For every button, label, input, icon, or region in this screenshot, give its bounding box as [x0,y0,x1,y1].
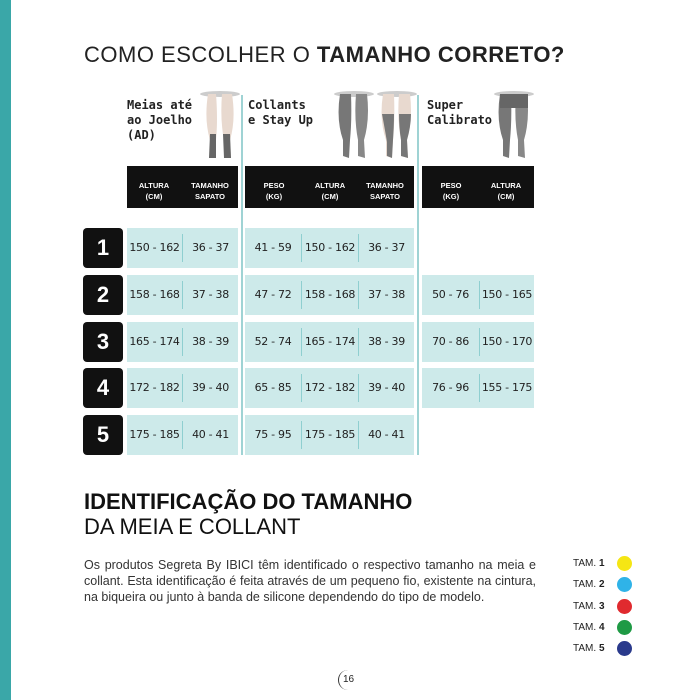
group-label-calibrato: Super Calibrato [427,98,493,127]
table-row: 47 - 72 158 - 168 37 - 38 [245,275,414,315]
calibrato-legs-illustration [494,90,534,162]
col-header: PESO (KG) [263,181,285,201]
col-header: PESO (KG) [440,181,462,201]
size-color-dot [617,556,632,571]
col-header: ALTURA (CM) [138,181,170,201]
table-row: 175 - 185 40 - 41 [127,415,238,455]
header-collants [245,166,414,208]
table-row: 172 - 182 39 - 40 [127,368,238,408]
knee-sock-legs-illustration [200,90,240,162]
table-row: 76 - 96 155 - 175 [422,368,534,408]
col-header: ALTURA (CM) [314,181,346,201]
table-row: 165 - 174 38 - 39 [127,322,238,362]
size-legend-label: TAM. 5 [573,643,605,654]
group-divider [417,95,419,455]
table-row: 75 - 95 175 - 185 40 - 41 [245,415,414,455]
page-number: 16 [338,670,358,690]
section-subtitle: DA MEIA E COLLANT [84,514,301,539]
table-row: 158 - 168 37 - 38 [127,275,238,315]
stay-up-legs-illustration [377,90,417,162]
group-label-collants: Collants e Stay Up [248,98,314,127]
collant-legs-illustration [334,90,374,162]
col-header: ALTURA (CM) [490,181,522,201]
side-accent-bar [0,0,11,700]
table-row: 50 - 76 150 - 165 [422,275,534,315]
col-header: TAMANHO SAPATO [191,181,229,201]
size-color-dot [617,620,632,635]
size-number-2: 2 [83,275,123,315]
table-row: 70 - 86 150 - 170 [422,322,534,362]
size-legend-label: TAM. 3 [573,601,605,612]
table-row: 41 - 59 150 - 162 36 - 37 [245,228,414,268]
table-row: 65 - 85 172 - 182 39 - 40 [245,368,414,408]
size-number-5: 5 [83,415,123,455]
group-label-ad: Meias até ao Joelho (AD) [127,98,193,142]
size-color-dot [617,599,632,614]
group-divider [241,95,243,455]
page-title: COMO ESCOLHER O TAMANHO CORRETO? [84,42,565,67]
table-row: 150 - 162 36 - 37 [127,228,238,268]
description-paragraph: Os produtos Segreta By IBICI têm identificado o respectivo tamanho na meia e collant. Esta identificação é feita através de um pequeno fio, existente na cintura, na biqueira ou junto à banda de silicone dependendo do tipo de modelo. [84,558,536,604]
size-number-3: 3 [83,322,123,362]
size-legend-label: TAM. 4 [573,622,605,633]
header-ad [127,166,238,208]
section-title: IDENTIFICAÇÃO DO TAMANHO [84,489,413,514]
size-legend-label: TAM. 1 [573,558,605,569]
header-calibrato [422,166,534,208]
size-color-dot [617,641,632,656]
size-number-4: 4 [83,368,123,408]
table-row: 52 - 74 165 - 174 38 - 39 [245,322,414,362]
size-legend-label: TAM. 2 [573,579,605,590]
size-number-1: 1 [83,228,123,268]
size-color-dot [617,577,632,592]
col-header: TAMANHO SAPATO [366,181,404,201]
